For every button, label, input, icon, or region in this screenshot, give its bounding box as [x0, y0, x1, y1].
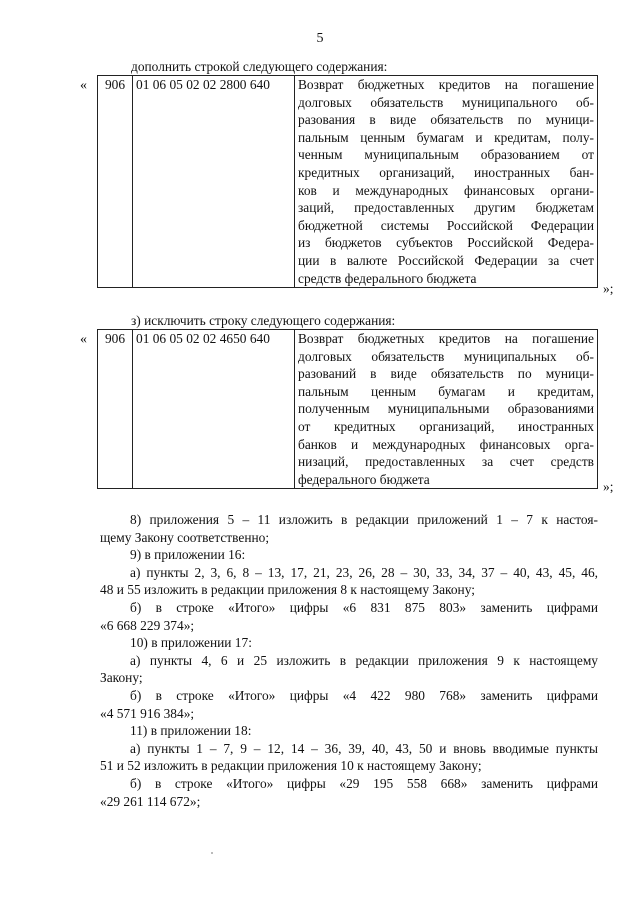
paragraph-line: «4 571 916 384»; [100, 705, 195, 721]
desc-line: разования в виде обязательств по муници- [298, 112, 594, 128]
section1-table [97, 75, 598, 288]
desc-line: кредитных организаций, иностранных бан- [298, 164, 594, 180]
desc-line: от кредитных организаций, иностранных [298, 418, 594, 434]
section2-intro: з) исключить строку следующего содержания: [131, 313, 396, 328]
paragraph-line: а) пункты 4, 6 и 25 изложить в редакции приложения 9 к настоящему [130, 652, 598, 668]
scan-dot [211, 852, 213, 854]
section1-desc-cell [295, 76, 598, 288]
paragraph-line: б) в строке «Итого» цифры «4 422 980 768» заменить цифрами [130, 687, 598, 703]
table-row [98, 330, 598, 489]
desc-line: банков и международных финансовых орга- [298, 436, 594, 452]
desc-line: Возврат бюджетных кредитов на погашение [298, 331, 594, 346]
desc-line: ков и международных финансовых органи- [298, 182, 594, 198]
desc-line: федерального бюджета [298, 471, 430, 487]
paragraph-line: б) в строке «Итого» цифры «6 831 875 803» заменить цифрами [130, 599, 598, 615]
paragraph-line: Закону; [100, 670, 143, 686]
desc-line: долговых обязательств муниципального об- [298, 94, 594, 110]
paragraph-line: 8) приложения 5 – 11 изложить в редакции приложений 1 – 7 к настоя- [130, 512, 598, 527]
paragraph-line: 48 и 55 изложить в редакции приложения 8 к настоящему Закону; [100, 582, 475, 598]
section1-kbk-cell: 01 06 05 02 02 2800 640 [133, 76, 295, 288]
desc-line: из бюджетов субъектов Российской Федера- [298, 235, 594, 251]
paragraph-line: б) в строке «Итого» цифры «29 195 558 668» заменить цифрами [130, 775, 598, 791]
paragraph-line: 9) в приложении 16: [130, 547, 246, 563]
paragraph-line: 11) в приложении 18: [130, 723, 252, 739]
desc-line: долговых обязательств муниципальных об- [298, 348, 594, 364]
desc-line: бюджетной системы Российской Федерации [298, 217, 594, 233]
desc-line: пальным ценным бумагам и кредитам, полу- [298, 129, 594, 145]
desc-line: ции в валюте Российской Федерации за счет [298, 252, 594, 268]
desc-line: полученным муниципальными образованиями [298, 401, 594, 417]
section2-code-cell: 906 [98, 330, 133, 489]
section1-code-cell: 906 [98, 76, 133, 288]
desc-line: средств федерального бюджета [298, 270, 477, 286]
section2-table [97, 329, 598, 489]
amendment-list [100, 511, 598, 810]
section2-close-quote: »; [603, 479, 614, 494]
table-row [98, 76, 598, 288]
page-number: 5 [316, 31, 324, 46]
desc-line: Возврат бюджетных кредитов на погашение [298, 77, 594, 92]
section2-open-quote: « [80, 332, 87, 347]
desc-line: низаций, предоставленных за счет средств [298, 454, 594, 470]
section2-desc-cell [295, 330, 598, 489]
section1-open-quote: « [80, 78, 87, 93]
desc-line: заций, предоставленных другим бюджетам [298, 200, 594, 216]
desc-line: разований в виде обязательств по муници- [298, 366, 594, 382]
paragraph-line: щему Закону соответственно; [100, 529, 270, 545]
desc-line: пальным ценным бумагам и кредитам, [298, 383, 594, 399]
desc-line: ченным муниципальным образованием от [298, 147, 594, 163]
paragraph-line: а) пункты 1 – 7, 9 – 12, 14 – 36, 39, 40, 43, 50 и вновь вводимые пункты [130, 740, 598, 756]
paragraph-line: «6 668 229 374»; [100, 617, 195, 633]
paragraph-line: 10) в приложении 17: [130, 635, 252, 651]
section1-close-quote: »; [603, 281, 614, 296]
paragraph-line: «29 261 114 672»; [100, 793, 201, 809]
paragraph-line: а) пункты 2, 3, 6, 8 – 13, 17, 21, 23, 26, 28 – 30, 33, 34, 37 – 40, 43, 45, 46, [130, 564, 598, 580]
section2-kbk-cell: 01 06 05 02 02 4650 640 [133, 330, 295, 489]
section1-intro: дополнить строкой следующего содержания: [131, 59, 388, 74]
paragraph-line: 51 и 52 изложить в редакции приложения 10 к настоящему Закону; [100, 758, 482, 774]
